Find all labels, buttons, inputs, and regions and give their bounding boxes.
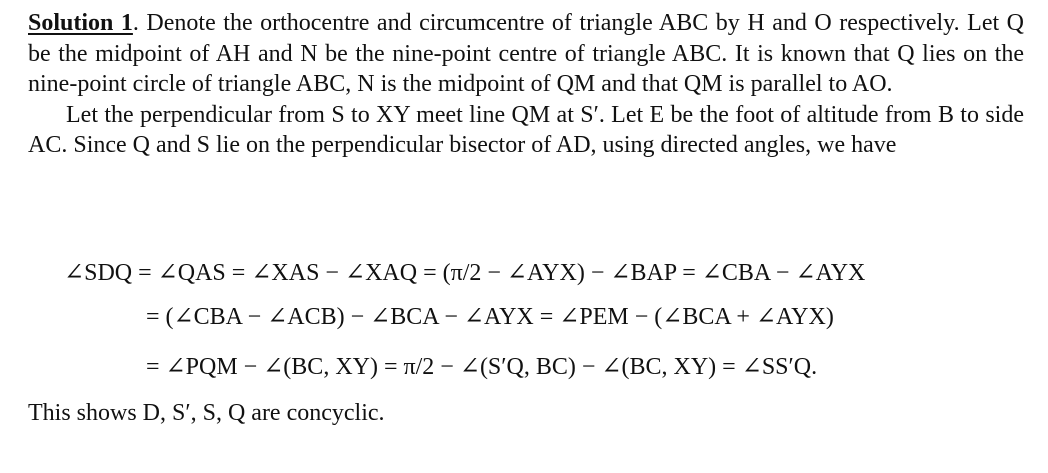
conclusion-text: This shows D, S′, S, Q are concyclic. bbox=[28, 400, 385, 426]
equation-line-3: = ∠PQM − ∠(BC, XY) = π/2 − ∠(S′Q, BC) − ∠(BC, XY) = ∠SS′Q. bbox=[146, 354, 818, 380]
equation-line-1: ∠SDQ = ∠QAS = ∠XAS − ∠XAQ = (π/2 − ∠AYX) − ∠BAP = ∠CBA − ∠AYX bbox=[64, 260, 866, 286]
solution-body bbox=[28, 8, 1024, 426]
solution-heading: Solution 1 bbox=[28, 10, 133, 36]
equation-line-2: = (∠CBA − ∠ACB) − ∠BCA − ∠AYX = ∠PEM − (∠BCA + ∠AYX) bbox=[146, 304, 834, 330]
intro-text: . Denote the orthocentre and circumcentre of triangle ABC by H and O respectively. Let Q be the midpoint of AH and N be the nine-point centre of triangle ABC. It is known that Q lies on the nine-point circle of triangle ABC, N is the midpoint of QM and that QM is parallel to AO. bbox=[28, 10, 1024, 97]
intro-paragraph bbox=[28, 8, 1024, 100]
second-paragraph: Let the perpendicular from S to XY meet line QM at S′. Let E be the foot of altitude from B to side AC. Since Q and S lie on the perpendicular bisector of AD, using directed angles, we have bbox=[28, 101, 1024, 158]
